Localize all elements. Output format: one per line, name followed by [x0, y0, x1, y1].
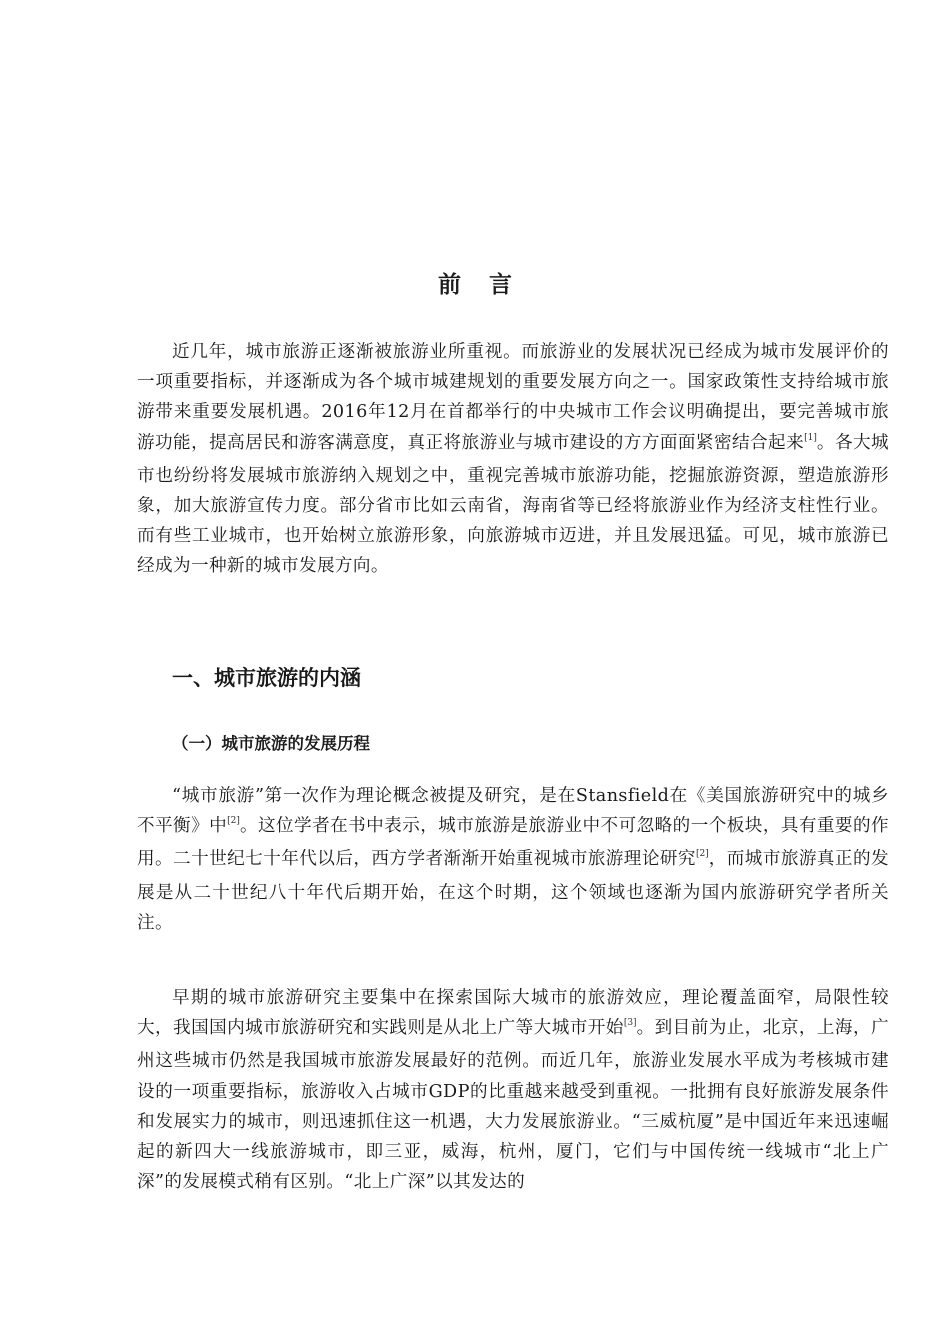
body-paragraph — [137, 781, 889, 938]
citation-ref: [2] — [695, 849, 709, 860]
paragraph-text: “城市旅游”第一次作为理论概念被提及研究，是在Stansfield在《美国旅游研究中的城乡不平衡》中 — [137, 786, 889, 837]
paragraph-text: 早期的城市旅游研究主要集中在探索国际大城市的旅游效应，理论覆盖面窄，局限性较大，我国国内城市旅游研究和实践则是从北上广等大城市开始 — [137, 988, 889, 1039]
paragraph-text: ，而城市旅游真正的发展是从二十世纪八十年代后期开始，在这个时期，这个领域也逐渐为国内旅游研究学者所关注。 — [137, 849, 889, 933]
citation-ref: [3] — [623, 1018, 637, 1029]
paragraph-text: 。各大城市也纷纷将发展城市旅游纳入规划之中，重视完善城市旅游功能，挖掘旅游资源，塑造旅游形象，加大旅游宣传力度。部分省市比如云南省，海南省等已经将旅游业作为经济支柱性行业。而有些工业城市，也开始树立旅游形象，向旅游城市迈进，并且发展迅猛。可见，城市旅游已经成为一种新的城市发展方向。 — [137, 432, 889, 577]
citation-ref: [2] — [227, 816, 240, 827]
body-paragraph — [137, 983, 889, 1197]
paragraph-text: 。这位学者在书中表示，城市旅游是旅游业中不可忽略的一个板块，具有重要的作用。二十世纪七十年代以后，西方学者渐渐开始重视城市旅游理论研究 — [137, 816, 889, 870]
citation-ref: [1] — [804, 432, 817, 443]
paragraph-text: 近几年，城市旅游正逐渐被旅游业所重视。而旅游业的发展状况已经成为城市发展评价的一项重要指标，并逐渐成为各个城市城建规划的重要发展方向之一。国家政策性支持给城市旅游带来重要发展机遇。2016年12月在首都举行的中央城市工作会议明确提出，要完善城市旅游功能，提高居民和游客满意度，真正将旅游业与城市建设的方方面面紧密结合起来 — [137, 342, 889, 453]
preface-paragraph — [137, 337, 889, 582]
section-heading: 一、城市旅游的内涵 — [172, 666, 361, 690]
subsection-heading: （一）城市旅游的发展历程 — [172, 734, 370, 753]
page-title: 前言 — [438, 272, 540, 298]
paragraph-text: 。到目前为止，北京，上海，广州这些城市仍然是我国城市旅游发展最好的范例。而近几年，旅游业发展水平成为考核城市建设的一项重要指标，旅游收入占城市GDP的比重越来越受到重视。一批拥有良好旅游发展条件和发展实力的城市，则迅速抓住这一机遇，大力发展旅游业。“三威杭厦”是中国近年来迅速崛起的新四大一线旅游城市，即三亚，威海，杭州，厦门，它们与中国传统一线城市“北上广深”的发展模式稍有区别。“北上广深”以其发达的 — [137, 1018, 889, 1193]
